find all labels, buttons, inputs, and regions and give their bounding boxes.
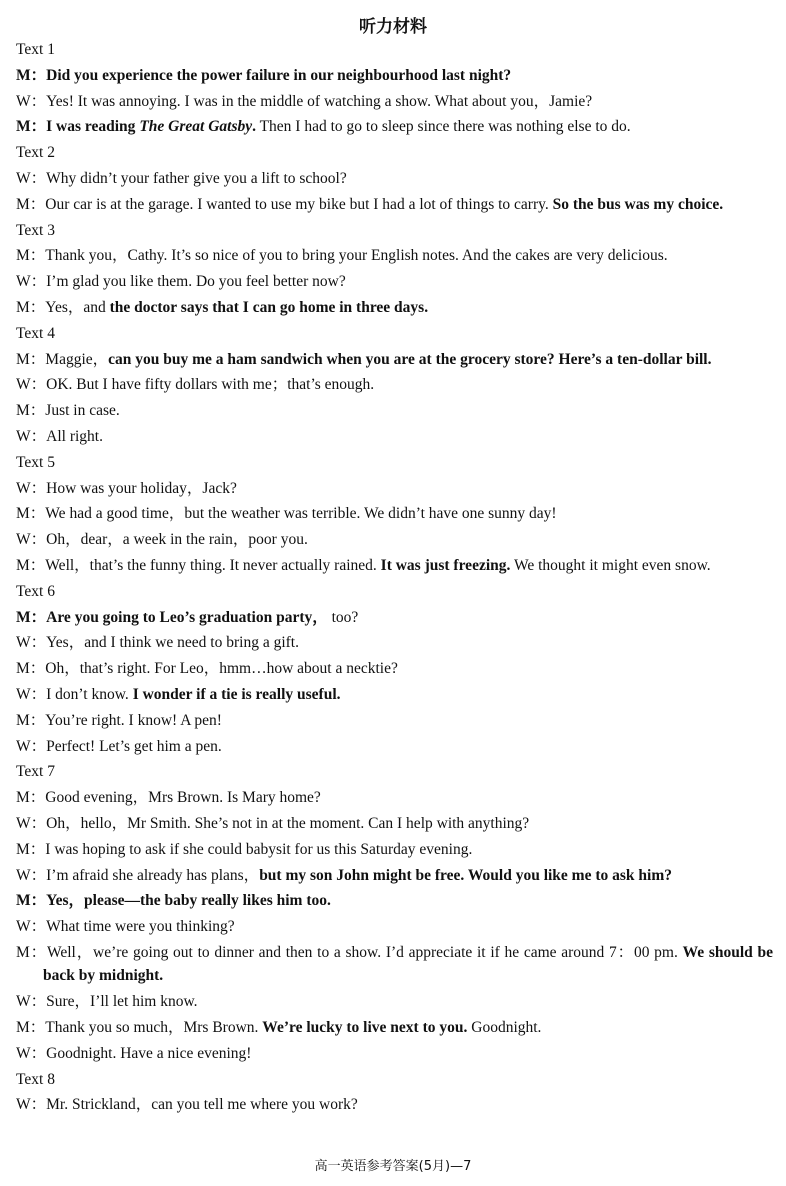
dialogue-line <box>16 373 773 397</box>
speaker-label: W： <box>16 737 47 755</box>
dialogue-line <box>16 683 773 707</box>
speaker-label: W： <box>16 169 47 187</box>
speaker-label: M： <box>16 247 46 265</box>
dialogue-line <box>16 296 773 320</box>
line-text: too? <box>327 608 359 626</box>
section-heading <box>16 760 773 784</box>
heading-text: Text 4 <box>16 324 55 342</box>
line-text: Well，that’s the funny thing. It never actually rained. <box>45 556 381 574</box>
dialogue-line <box>16 631 773 655</box>
dialogue-line <box>16 348 773 372</box>
speaker-label: M： <box>16 789 46 807</box>
line-text: You’re right. I know! A pen! <box>45 711 222 729</box>
dialogue-line <box>16 90 773 114</box>
line-text: What time were you thinking? <box>46 918 235 936</box>
dialogue-line <box>16 64 773 88</box>
line-text: We should be back by midnight. <box>43 943 773 985</box>
speaker-label: M： <box>16 505 46 523</box>
line-text: Maggie， <box>45 350 109 368</box>
line-text: I wonder if a tie is really useful. <box>132 685 341 703</box>
section-heading <box>16 580 773 604</box>
dialogue-line <box>16 554 773 578</box>
line-text: Yes! It was annoying. I was in the middle of watching a show. What about you，Jamie? <box>46 92 593 110</box>
heading-text: Text 2 <box>16 144 55 162</box>
line-text: I don’t know. <box>46 685 133 703</box>
section-heading <box>16 219 773 243</box>
line-text: but my son John might be free. Would you like me to ask him? <box>259 866 673 884</box>
line-text: the doctor says that I can go home in three days. <box>109 298 429 316</box>
dialogue-line <box>16 606 773 630</box>
dialogue-line <box>16 786 773 810</box>
speaker-label: M： <box>16 943 47 961</box>
heading-text: Text 1 <box>16 41 55 58</box>
page-title: 听力材料 <box>359 17 427 37</box>
dialogue-line <box>16 990 773 1014</box>
line-text: We had a good time，but the weather was terrible. We didn’t have one sunny day! <box>45 505 557 523</box>
heading-text: Text 8 <box>16 1070 55 1088</box>
line-text: Perfect! Let’s get him a pen. <box>46 737 222 755</box>
heading-text: Text 7 <box>16 763 55 781</box>
speaker-label: M： <box>16 892 47 910</box>
line-text: Then I had to go to sleep since there was nothing else to do. <box>255 118 631 136</box>
line-text: I’m glad you like them. Do you feel better now? <box>46 273 346 291</box>
dialogue-line <box>16 399 773 423</box>
speaker-label: W： <box>16 1044 47 1062</box>
dialogue-line <box>16 115 773 139</box>
speaker-label: W： <box>16 479 47 497</box>
section-heading <box>16 1068 773 1092</box>
dialogue-line <box>16 270 773 294</box>
line-text: Well，we’re going out to dinner and then to a show. I’d appreciate it if he came around 7：00 pm. <box>46 943 683 961</box>
line-text: . <box>252 118 256 136</box>
line-text: OK. But I have fifty dollars with me；that’s enough. <box>46 376 375 394</box>
line-text: Yes，please—the baby really likes him too. <box>46 892 331 910</box>
line-text: Goodnight. Have a nice evening! <box>46 1044 252 1062</box>
line-text: Did you experience the power failure in our neighbourhood last night? <box>46 66 512 84</box>
line-text: How was your holiday，Jack? <box>46 479 237 497</box>
speaker-label: M： <box>16 840 46 858</box>
line-text: We thought it might even snow. <box>510 556 711 574</box>
dialogue-line <box>16 193 773 217</box>
speaker-label: M： <box>16 402 46 420</box>
section-heading <box>16 322 773 346</box>
speaker-label: M： <box>16 711 46 729</box>
line-text: Sure，I’ll let him know. <box>46 993 198 1011</box>
line-text: I’m afraid she already has plans， <box>46 866 260 884</box>
dialogue-line <box>16 167 773 191</box>
heading-text: Text 6 <box>16 582 55 600</box>
dialogue-line <box>16 838 773 862</box>
speaker-label: W： <box>16 92 47 110</box>
line-text: Thank you，Cathy. It’s so nice of you to bring your English notes. And the cakes are very delicious. <box>45 247 668 265</box>
speaker-label: M： <box>16 298 46 316</box>
dialogue-line <box>16 477 773 501</box>
line-text: The Great Gatsby <box>139 118 253 136</box>
dialogue-line <box>16 864 773 888</box>
dialogue-line <box>16 915 773 939</box>
heading-text: Text 5 <box>16 453 55 471</box>
line-text: Our car is at the garage. I wanted to use my bike but I had a lot of things to carry. <box>45 195 553 213</box>
transcript <box>16 38 773 1119</box>
line-text: Mr. Strickland，can you tell me where you work? <box>46 1096 358 1114</box>
speaker-label: W： <box>16 918 47 936</box>
line-text: can you buy me a ham sandwich when you are at the grocery store? Here’s a ten-dollar bill. <box>108 350 712 368</box>
speaker-label: W： <box>16 376 47 394</box>
dialogue-line <box>16 1016 773 1040</box>
line-text: Yes，and I think we need to bring a gift. <box>46 634 299 652</box>
speaker-label: M： <box>16 556 46 574</box>
line-text: Are you going to Leo’s graduation party， <box>46 608 328 626</box>
speaker-label: W： <box>16 814 47 832</box>
speaker-label: M： <box>16 118 47 136</box>
line-text: Just in case. <box>45 402 120 420</box>
dialogue-line <box>16 1093 773 1117</box>
speaker-label: M： <box>16 660 46 678</box>
dialogue-line <box>16 657 773 681</box>
speaker-label: W： <box>16 993 47 1011</box>
line-text: Why didn’t your father give you a lift to school? <box>46 169 347 187</box>
dialogue-line <box>16 244 773 268</box>
dialogue-line <box>16 709 773 733</box>
line-text: It was just freezing. <box>380 556 511 574</box>
dialogue-line <box>16 502 773 526</box>
speaker-label: W： <box>16 866 47 884</box>
speaker-label: W： <box>16 531 47 549</box>
line-text: I was hoping to ask if she could babysit for us this Saturday evening. <box>45 840 473 858</box>
line-text: Goodnight. <box>467 1018 542 1036</box>
section-heading <box>16 451 773 475</box>
speaker-label: W： <box>16 685 47 703</box>
speaker-label: W： <box>16 1096 47 1114</box>
heading-text: Text 3 <box>16 221 55 239</box>
speaker-label: M： <box>16 66 47 84</box>
dialogue-line <box>16 941 773 988</box>
dialogue-line <box>16 889 773 913</box>
speaker-label: W： <box>16 634 47 652</box>
speaker-label: M： <box>16 350 46 368</box>
speaker-label: M： <box>16 1018 46 1036</box>
line-text: So the bus was my choice. <box>552 195 724 213</box>
line-text: Thank you so much，Mrs Brown. <box>45 1018 263 1036</box>
section-heading <box>16 141 773 165</box>
line-text: Yes，and <box>45 298 110 316</box>
speaker-label: M： <box>16 608 47 626</box>
line-text: Good evening，Mrs Brown. Is Mary home? <box>45 789 321 807</box>
dialogue-line <box>16 528 773 552</box>
line-text: Oh，hello，Mr Smith. She’s not in at the moment. Can I help with anything? <box>46 814 530 832</box>
speaker-label: M： <box>16 195 46 213</box>
line-text: Oh，that’s right. For Leo，hmm…how about a necktie? <box>45 660 398 678</box>
section-heading <box>16 38 773 62</box>
line-text: I was reading <box>46 118 140 136</box>
line-text: Oh，dear，a week in the rain，poor you. <box>46 531 308 549</box>
speaker-label: W： <box>16 273 47 291</box>
dialogue-line <box>16 425 773 449</box>
speaker-label: W： <box>16 427 47 445</box>
dialogue-line <box>16 812 773 836</box>
line-text: We’re lucky to live next to you. <box>262 1018 468 1036</box>
dialogue-line <box>16 735 773 759</box>
page-footer: 高一英语参考答案(5月)—7 <box>314 1159 472 1174</box>
line-text: All right. <box>46 427 103 445</box>
dialogue-line <box>16 1042 773 1066</box>
